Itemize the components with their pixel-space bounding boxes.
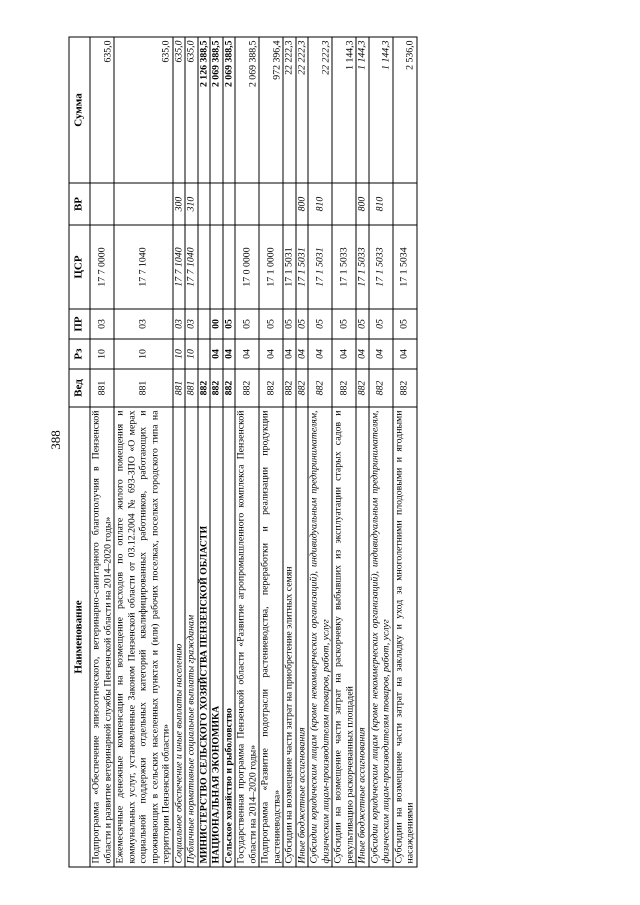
header-sum: Сумма (69, 37, 90, 183)
cell-name: Субсидии на возмещение части затрат на приобретение элитных семян (283, 407, 296, 867)
table-row (198, 37, 211, 867)
cell-csr: 17 1 5033 (356, 225, 369, 309)
cell-ved: 881 (185, 369, 198, 407)
cell-rz (198, 339, 211, 369)
cell-csr: 17 1 5034 (393, 225, 417, 309)
cell-pr: 03 (90, 309, 114, 339)
cell-vr: 810 (369, 183, 393, 225)
cell-csr: 17 1 5031 (296, 225, 309, 309)
cell-rz: 10 (114, 339, 173, 369)
cell-csr (198, 225, 211, 309)
cell-pr: 03 (114, 309, 173, 339)
cell-pr: 00 (210, 309, 223, 339)
cell-sum: 1 144,3 (369, 37, 393, 183)
cell-name: Субсидии юридическим лицам (кроме некоммерческих организаций), индивидуальным предпринимателям, физическим лицам-производителям товаров, работ, услуг (308, 407, 332, 867)
cell-sum: 635,0 (185, 37, 198, 183)
cell-pr: 05 (308, 309, 332, 339)
cell-sum: 635,0 (173, 37, 186, 183)
cell-pr: 05 (259, 309, 283, 339)
table-row (332, 37, 356, 867)
cell-csr: 17 1 5031 (283, 225, 296, 309)
cell-vr (393, 183, 417, 225)
page-number: 388 (48, 430, 63, 450)
cell-vr (283, 183, 296, 225)
table-row (173, 37, 186, 867)
cell-ved: 882 (198, 369, 211, 407)
cell-ved: 881 (173, 369, 186, 407)
cell-vr: 800 (296, 183, 309, 225)
cell-csr: 17 7 1040 (114, 225, 173, 309)
cell-rz: 04 (235, 339, 259, 369)
table-header-row (69, 37, 90, 867)
cell-name: Государственная программа Пензенской области «Развитие агропромышленного комплекса Пензенской области на 2014–2020 годы» (235, 407, 259, 867)
header-name: Наименование (69, 407, 90, 867)
cell-csr: 17 1 5033 (332, 225, 356, 309)
cell-csr: 17 1 5031 (308, 225, 332, 309)
header-rz: Рз (69, 339, 90, 369)
cell-name: Публичные нормативные социальные выплаты гражданам (185, 407, 198, 867)
cell-ved: 882 (369, 369, 393, 407)
cell-vr (235, 183, 259, 225)
header-ved: Вед (69, 369, 90, 407)
table-row (185, 37, 198, 867)
table-row (393, 37, 417, 867)
cell-ved: 882 (296, 369, 309, 407)
header-csr: ЦСР (69, 225, 90, 309)
cell-ved: 882 (283, 369, 296, 407)
cell-name: НАЦИОНАЛЬНАЯ ЭКОНОМИКА (210, 407, 223, 867)
table-row (90, 37, 114, 867)
cell-vr (210, 183, 223, 225)
rotated-table-container (69, 37, 572, 867)
table-row (283, 37, 296, 867)
cell-name: Иные бюджетные ассигнования (296, 407, 309, 867)
cell-sum: 1 144,3 (332, 37, 356, 183)
cell-csr: 17 7 1040 (185, 225, 198, 309)
cell-vr: 810 (308, 183, 332, 225)
cell-vr (332, 183, 356, 225)
cell-csr: 17 1 0000 (259, 225, 283, 309)
cell-ved: 882 (223, 369, 236, 407)
budget-table (69, 36, 418, 867)
table-row (356, 37, 369, 867)
cell-name: Подпрограмма «Обеспечение эпизоотического, ветеринарно-санитарного благополучия в Пензенской области и развитие ветеринарной службы Пензенской области на 2014–2020 годы» (90, 407, 114, 867)
cell-pr: 05 (332, 309, 356, 339)
cell-vr: 310 (185, 183, 198, 225)
cell-vr: 800 (356, 183, 369, 225)
cell-csr (210, 225, 223, 309)
cell-pr (198, 309, 211, 339)
cell-rz: 04 (369, 339, 393, 369)
header-vr: ВР (69, 183, 90, 225)
table-row (114, 37, 173, 867)
cell-name: Субсидии юридическим лицам (кроме некоммерческих организаций), индивидуальным предпринимателям, физическим лицам-производителям товаров, работ, услуг (369, 407, 393, 867)
cell-name: Ежемесячные денежные компенсации на возмещение расходов по оплате жилого помещения и коммунальных услуг, установленные Законом Пензенской области от 03.12.2004 № 693-ЗПО «О мерах социальной поддержки отдельных категорий квалифицированных работников, работающих и проживающих в сельских населенных пунктах и (или) рабочих поселках, поселках городского типа на территории Пензенской области» (114, 407, 173, 867)
cell-pr: 03 (185, 309, 198, 339)
cell-csr: 17 7 1040 (173, 225, 186, 309)
cell-sum: 635,0 (90, 37, 114, 183)
cell-ved: 881 (114, 369, 173, 407)
cell-sum: 2 069 388,5 (210, 37, 223, 183)
table-row (296, 37, 309, 867)
cell-rz: 04 (259, 339, 283, 369)
cell-sum: 972 396,4 (259, 37, 283, 183)
cell-vr (259, 183, 283, 225)
cell-rz: 04 (393, 339, 417, 369)
cell-sum: 22 222,3 (283, 37, 296, 183)
cell-pr: 05 (296, 309, 309, 339)
cell-sum: 2 069 388,5 (235, 37, 259, 183)
cell-name: Подпрограмма «Развитие подотрасли растениеводства, переработки и реализации продукции растениеводства» (259, 407, 283, 867)
cell-csr: 17 1 5033 (369, 225, 393, 309)
cell-rz: 10 (90, 339, 114, 369)
cell-vr: 300 (173, 183, 186, 225)
cell-ved: 882 (356, 369, 369, 407)
cell-csr (223, 225, 236, 309)
cell-name: МИНИСТЕРСТВО СЕЛЬСКОГО ХОЗЯЙСТВА ПЕНЗЕНСКОЙ ОБЛАСТИ (198, 407, 211, 867)
cell-ved: 882 (210, 369, 223, 407)
cell-ved: 881 (90, 369, 114, 407)
cell-rz: 04 (356, 339, 369, 369)
cell-pr: 05 (356, 309, 369, 339)
cell-vr (90, 183, 114, 225)
cell-ved: 882 (332, 369, 356, 407)
cell-sum: 2 536,0 (393, 37, 417, 183)
table-row (259, 37, 283, 867)
cell-sum: 2 069 388,5 (223, 37, 236, 183)
table-row (210, 37, 223, 867)
cell-name: Социальное обеспечение и иные выплаты населению (173, 407, 186, 867)
cell-rz: 04 (296, 339, 309, 369)
cell-name: Субсидии на возмещение части затрат на закладку и уход за многолетними плодовыми и ягодными насаждениями (393, 407, 417, 867)
table-row (235, 37, 259, 867)
cell-rz: 04 (210, 339, 223, 369)
cell-name: Иные бюджетные ассигнования (356, 407, 369, 867)
cell-sum: 22 222,3 (308, 37, 332, 183)
cell-ved: 882 (259, 369, 283, 407)
cell-pr: 05 (235, 309, 259, 339)
cell-rz: 04 (332, 339, 356, 369)
cell-pr: 03 (173, 309, 186, 339)
cell-csr: 17 7 0000 (90, 225, 114, 309)
cell-sum: 22 222,3 (296, 37, 309, 183)
cell-rz: 04 (223, 339, 236, 369)
cell-name: Субсидии на возмещение части затрат на раскорчевку выбывших из эксплуатации старых садов и рекультивацию раскорчеванных площадей (332, 407, 356, 867)
cell-rz: 10 (185, 339, 198, 369)
table-row (308, 37, 332, 867)
cell-pr: 05 (369, 309, 393, 339)
cell-rz: 04 (283, 339, 296, 369)
cell-ved: 882 (393, 369, 417, 407)
cell-pr: 05 (223, 309, 236, 339)
table-row (369, 37, 393, 867)
table-body (90, 37, 417, 867)
table-row (223, 37, 236, 867)
cell-vr (198, 183, 211, 225)
cell-csr: 17 0 0000 (235, 225, 259, 309)
cell-ved: 882 (308, 369, 332, 407)
cell-ved: 882 (235, 369, 259, 407)
cell-name: Сельское хозяйство и рыболовство (223, 407, 236, 867)
header-pr: ПР (69, 309, 90, 339)
cell-vr (223, 183, 236, 225)
cell-pr: 05 (283, 309, 296, 339)
cell-sum: 2 126 388,5 (198, 37, 211, 183)
cell-vr (114, 183, 173, 225)
cell-sum: 635,0 (114, 37, 173, 183)
cell-pr: 05 (393, 309, 417, 339)
cell-rz: 04 (308, 339, 332, 369)
cell-sum: 1 144,3 (356, 37, 369, 183)
cell-rz: 10 (173, 339, 186, 369)
